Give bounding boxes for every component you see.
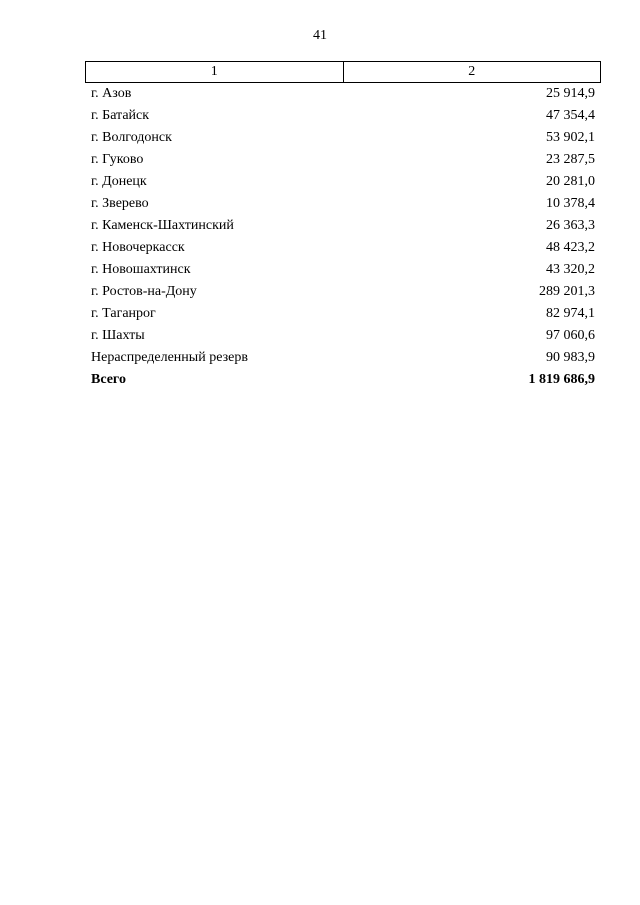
- row-label: г. Таганрог: [91, 306, 156, 321]
- row-value: 82 974,1: [546, 306, 595, 321]
- row-label: Нераспределенный резерв: [91, 350, 248, 365]
- row-value: 53 902,1: [546, 130, 595, 145]
- row-value: 10 378,4: [546, 196, 595, 211]
- table-row: [85, 171, 601, 193]
- row-label: г. Ростов-на-Дону: [91, 284, 197, 299]
- table-row: [85, 215, 601, 237]
- table-row: [85, 237, 601, 259]
- row-value: 26 363,3: [546, 218, 595, 233]
- row-value: 43 320,2: [546, 262, 595, 277]
- row-label: г. Зверево: [91, 196, 149, 211]
- page-number: 41: [313, 28, 327, 43]
- row-label: г. Шахты: [91, 328, 145, 343]
- table-row: [85, 105, 601, 127]
- total-row: [85, 369, 601, 391]
- row-value: 25 914,9: [546, 86, 595, 101]
- row-label: г. Новошахтинск: [91, 262, 191, 277]
- row-label: г. Гуково: [91, 152, 144, 167]
- table-row: [85, 193, 601, 215]
- row-value: 47 354,4: [546, 108, 595, 123]
- row-label: г. Новочеркасск: [91, 240, 185, 255]
- table-row: [85, 149, 601, 171]
- total-label: Всего: [91, 372, 126, 387]
- column-header-1: 1: [210, 64, 218, 79]
- row-value: 20 281,0: [546, 174, 595, 189]
- row-value: 289 201,3: [539, 284, 595, 299]
- row-value: 23 287,5: [546, 152, 595, 167]
- row-value: 48 423,2: [546, 240, 595, 255]
- row-value: 97 060,6: [546, 328, 595, 343]
- table-row: [85, 127, 601, 149]
- table-header-row: [85, 61, 601, 83]
- row-label: г. Волгодонск: [91, 130, 172, 145]
- row-label: г. Азов: [91, 86, 132, 101]
- budget-table: [85, 61, 601, 391]
- row-value: 90 983,9: [546, 350, 595, 365]
- table-row: [85, 325, 601, 347]
- table-row: [85, 303, 601, 325]
- row-label: г. Батайск: [91, 108, 150, 123]
- table-row: [85, 83, 601, 105]
- table-row: [85, 259, 601, 281]
- table-row: [85, 347, 601, 369]
- total-value: 1 819 686,9: [528, 372, 595, 387]
- row-label: г. Каменск-Шахтинский: [91, 218, 234, 233]
- row-label: г. Донецк: [91, 174, 147, 189]
- column-header-2: 2: [343, 62, 601, 82]
- table-row: [85, 281, 601, 303]
